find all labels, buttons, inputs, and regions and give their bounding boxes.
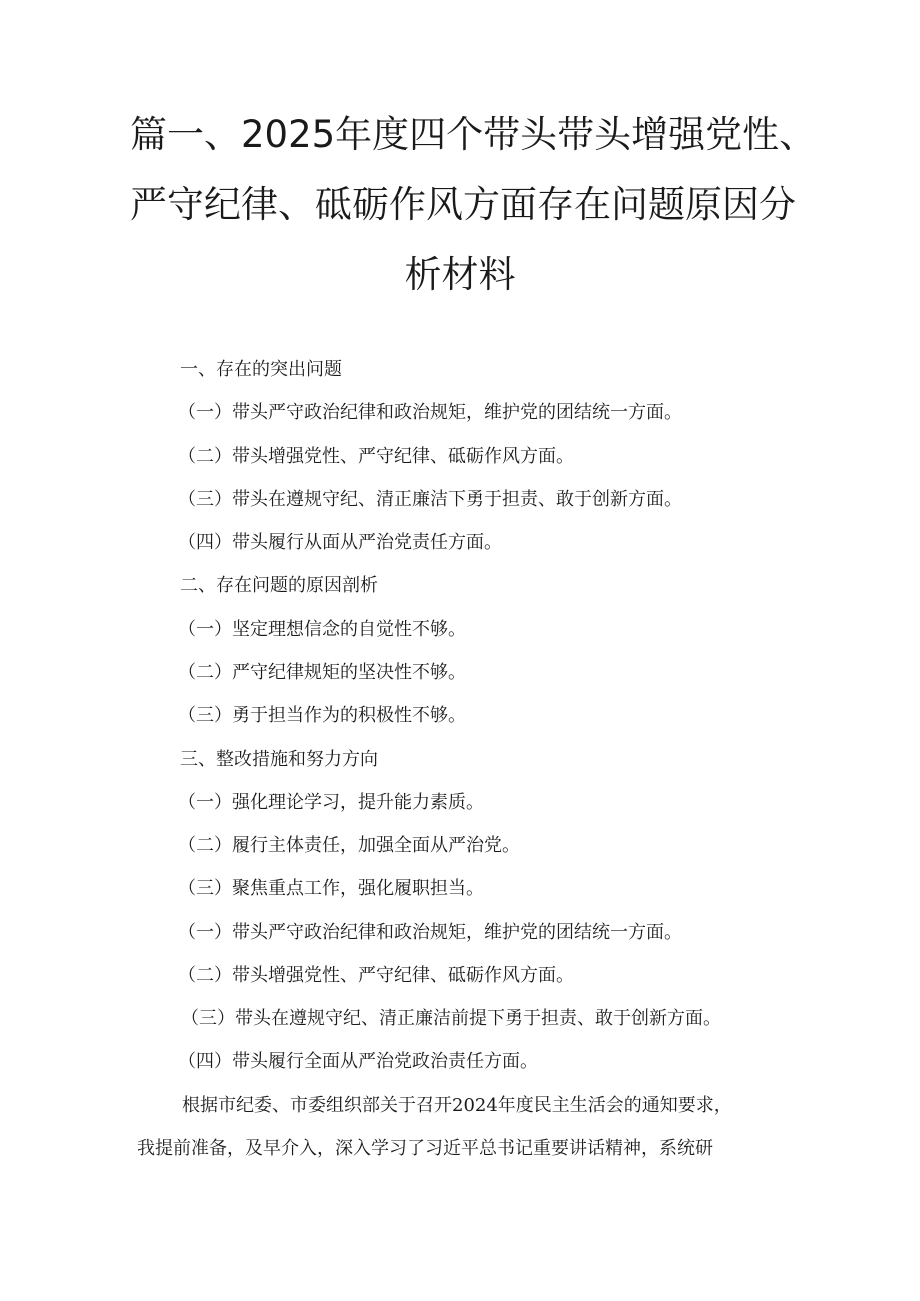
section-2-item-2: （二）严守纪律规矩的坚决性不够。 — [178, 662, 466, 683]
section-1-item-2: （二）带头增强党性、严守纪律、砥砺作风方面。 — [178, 446, 574, 467]
section-3-heading: 三、整改措施和努力方向 — [180, 749, 378, 770]
repeat-item-4: （四）带头履行全面从严治党政治责任方面。 — [178, 1051, 538, 1072]
section-2-item-1: （一）坚定理想信念的自觉性不够。 — [178, 619, 466, 640]
section-3-item-3: （三）聚焦重点工作，强化履职担当。 — [178, 878, 484, 899]
section-1-item-3: （三）带头在遵规守纪、清正廉洁下勇于担责、敢于创新方面。 — [178, 489, 682, 510]
paragraph-line-1: 根据市纪委、市委组织部关于召开2024年度民主生活会的通知要求， — [182, 1095, 732, 1116]
section-3-item-1: （一）强化理论学习，提升能力素质。 — [178, 792, 484, 813]
repeat-item-2: （二）带头增强党性、严守纪律、砥砺作风方面。 — [178, 965, 574, 986]
section-3-item-2: （二）履行主体责任，加强全面从严治党。 — [178, 835, 520, 856]
section-1-heading: 一、存在的突出问题 — [180, 359, 342, 380]
section-1-item-4: （四）带头履行从面从严治党责任方面。 — [178, 532, 502, 553]
title-line-2: 严守纪律、砥砺作风方面存在问题原因分 — [130, 183, 796, 226]
section-2-heading: 二、存在问题的原因剖析 — [180, 575, 378, 596]
title-line-3: 析材料 — [404, 253, 516, 296]
repeat-item-1: （一）带头严守政治纪律和政治规矩，维护党的团结统一方面。 — [178, 922, 682, 943]
repeat-item-3: （三）带头在遵规守纪、清正廉洁前提下勇于担责、敢于创新方面。 — [181, 1008, 721, 1029]
section-1-item-1: （一）带头严守政治纪律和政治规矩，维护党的团结统一方面。 — [178, 402, 682, 423]
paragraph-line-2: 我提前准备，及早介入，深入学习了习近平总书记重要讲话精神，系统研 — [137, 1138, 713, 1159]
document-title — [130, 100, 817, 310]
title-line-1: 篇一、2025年度四个带头带头增强党性、 — [130, 113, 817, 156]
section-2-item-3: （三）勇于担当作为的积极性不够。 — [178, 705, 466, 726]
